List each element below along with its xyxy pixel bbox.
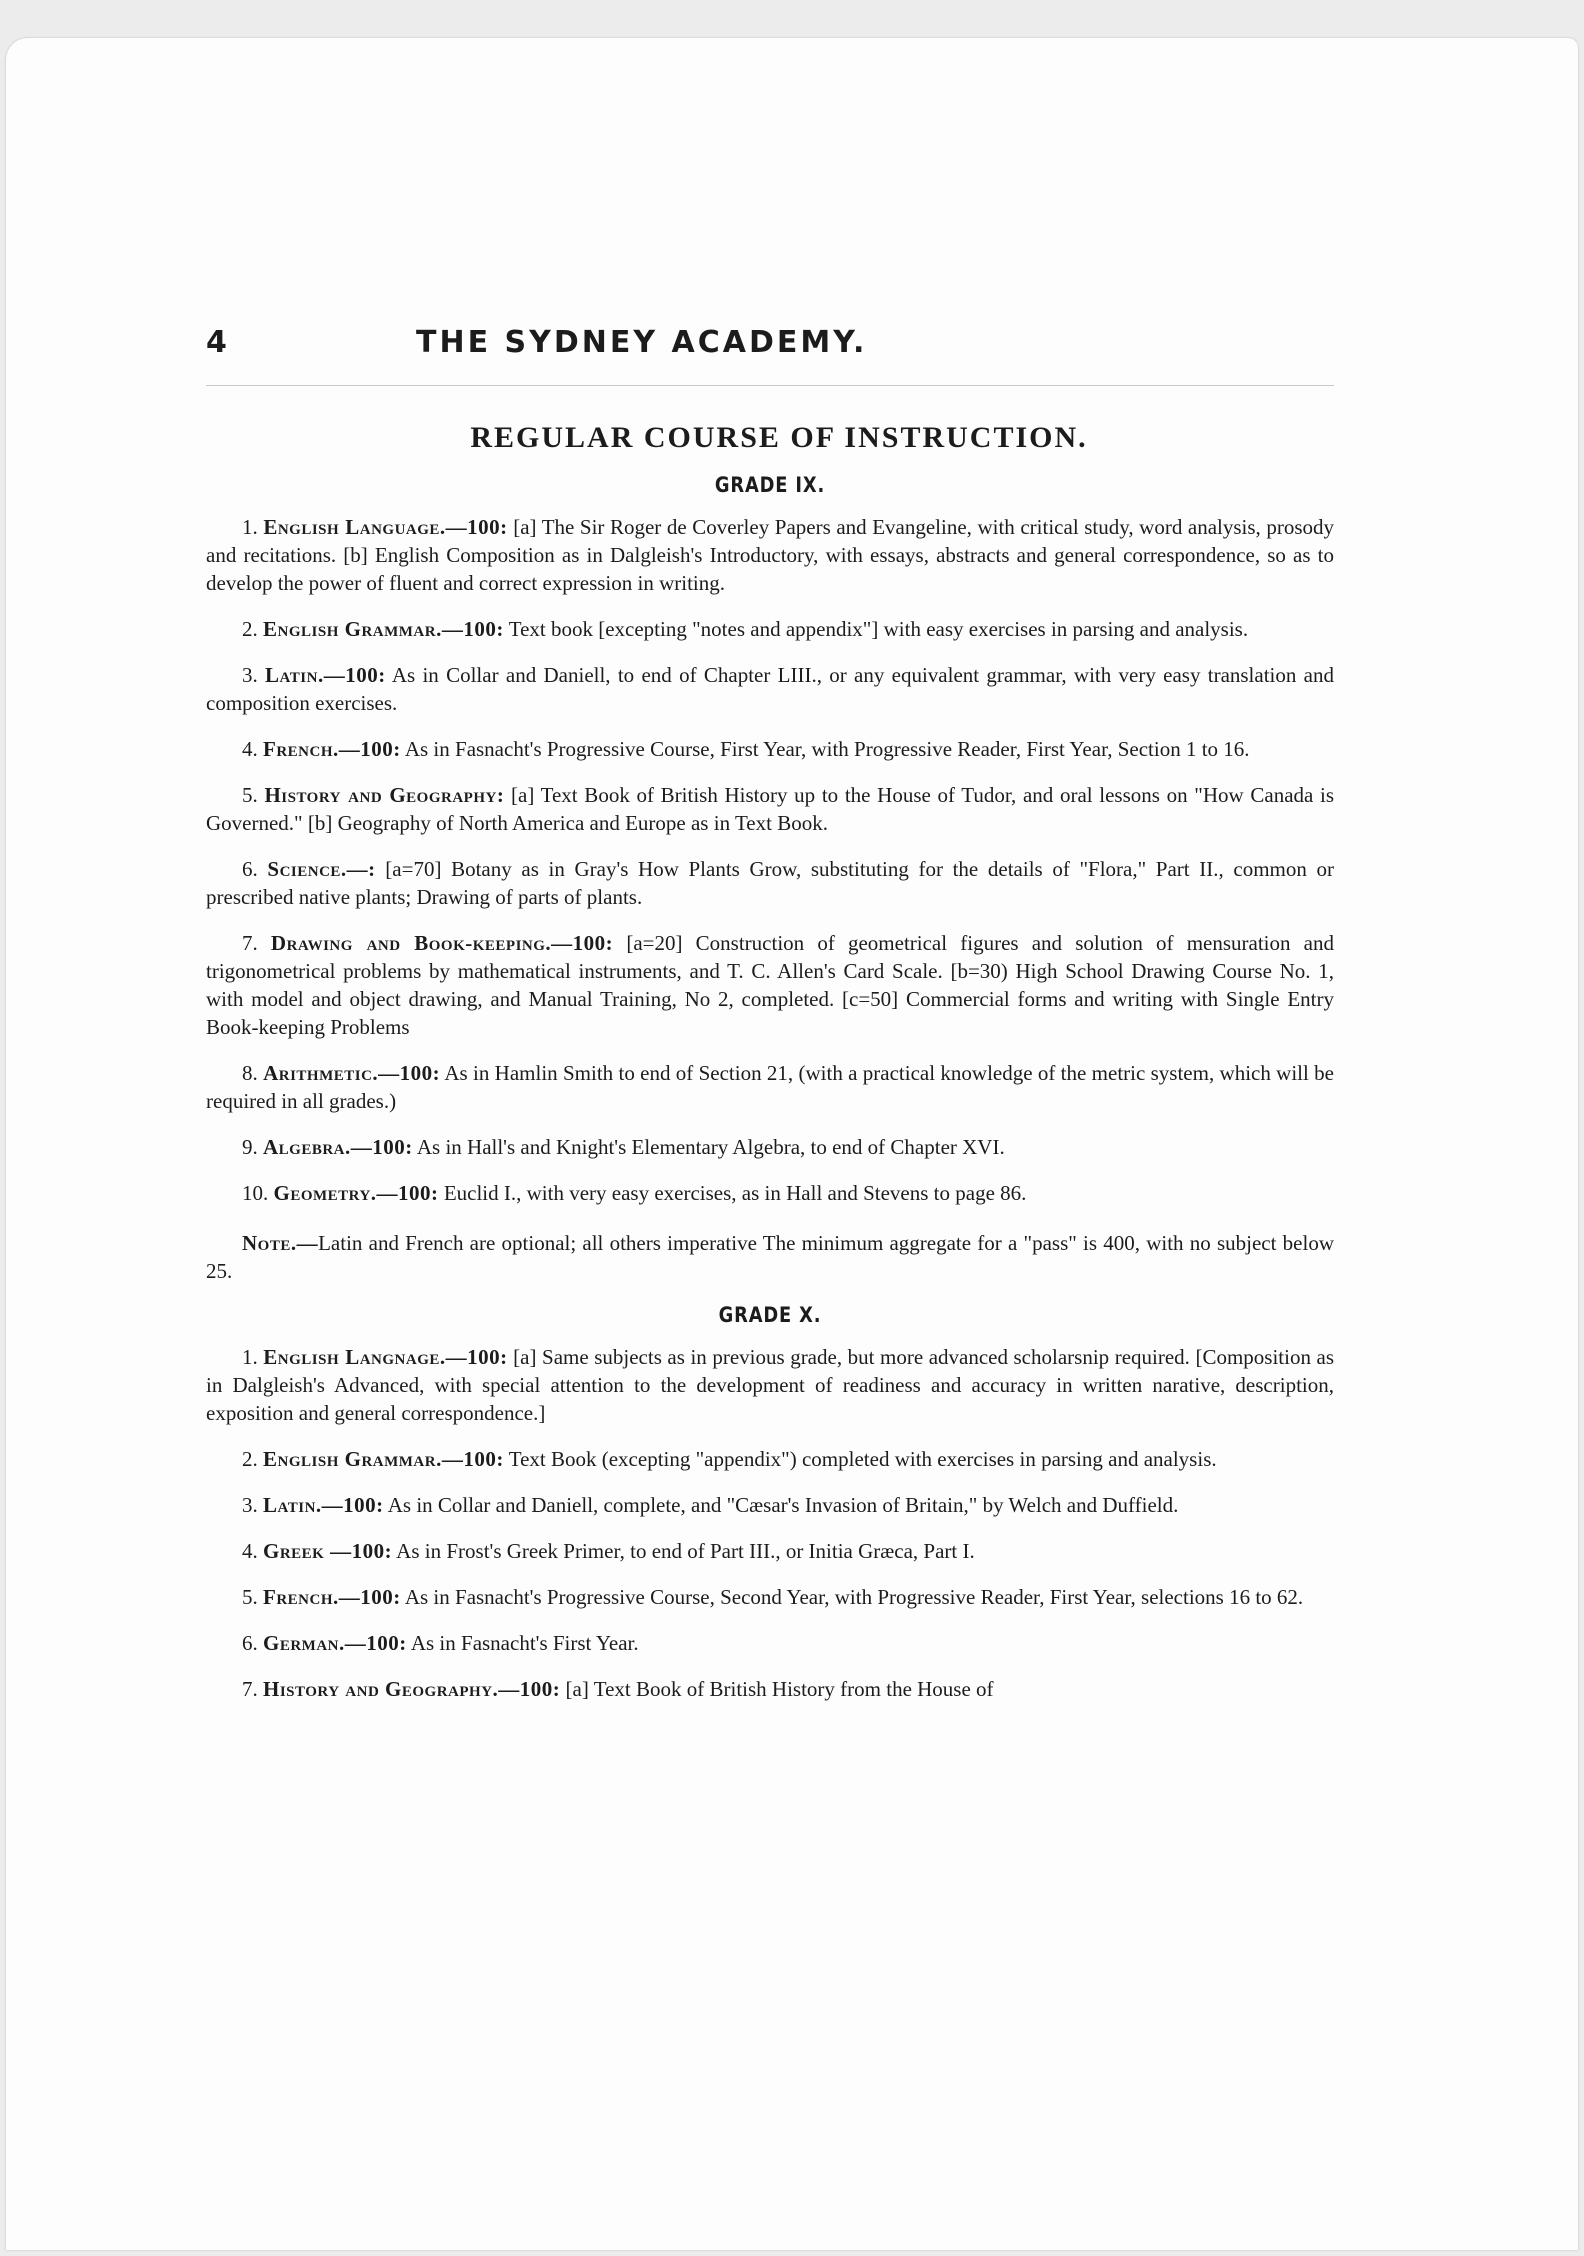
item-number: 1.: [242, 515, 258, 539]
subject-heading: Drawing and Book-keeping.—100:: [270, 931, 614, 955]
subject-heading: English Language.—100:: [263, 515, 508, 539]
subject-description: As in Hall's and Knight's Elementary Algebra, to end of Chapter XVI.: [412, 1135, 1005, 1159]
subject-heading: History and Geography:: [264, 783, 505, 807]
subject-description: [a] Text Book of British History from the House of: [560, 1677, 994, 1701]
subject-description: As in Fasnacht's First Year.: [406, 1631, 639, 1655]
grade-ix-list: [206, 513, 1334, 1207]
grade-ix-note: [206, 1229, 1334, 1285]
item-number: 7.: [242, 931, 258, 955]
subject-description: As in Frost's Greek Primer, to end of Part III., or Initia Græca, Part I.: [392, 1539, 975, 1563]
page-header: [206, 325, 1336, 360]
list-item: [206, 615, 1334, 643]
subject-description: Text book [excepting "notes and appendix"] with easy exercises in parsing and analysis.: [503, 617, 1249, 641]
main-title: REGULAR COURSE OF INSTRUCTION.: [470, 421, 1088, 454]
item-number: 8.: [242, 1061, 258, 1085]
list-item: [206, 513, 1334, 597]
item-number: 5.: [242, 1585, 258, 1609]
list-item: [206, 781, 1334, 837]
subject-heading: English Langnage.—100:: [263, 1345, 508, 1369]
item-number: 3.: [242, 663, 258, 687]
list-item: [206, 1675, 1334, 1703]
list-item: [206, 1537, 1334, 1565]
subject-heading: English Grammar.—100:: [263, 1447, 504, 1471]
list-item: [206, 1179, 1334, 1207]
item-number: 6.: [242, 1631, 258, 1655]
list-item: [206, 1343, 1334, 1427]
subject-heading: Algebra.—100:: [263, 1135, 413, 1159]
list-item: [206, 661, 1334, 717]
running-title: THE SYDNEY ACADEMY.: [416, 325, 868, 360]
subject-description: As in Hamlin Smith to end of Section 21, (with a practical knowledge of the metric system, which will be required in all grades.): [206, 1061, 1335, 1113]
subject-description: Euclid I., with very easy exercises, as in Hall and Stevens to page 86.: [438, 1181, 1027, 1205]
subject-description: [a=70] Botany as in Gray's How Plants Grow, substituting for the details of "Flora," Part II., common or prescribed native plants; Drawing of parts of plants.: [206, 857, 1335, 909]
item-number: 2.: [242, 617, 258, 641]
subject-description: As in Collar and Daniell, complete, and "Cæsar's Invasion of Britain," by Welch and Duffield.: [383, 1493, 1179, 1517]
subject-heading: French.—100:: [263, 1585, 401, 1609]
list-item: [206, 929, 1334, 1041]
note-text: Latin and French are optional; all others imperative The minimum aggregate for a "pass" is 400, with no subject below 25.: [206, 1231, 1334, 1283]
list-item: [206, 1059, 1334, 1115]
subject-description: [a=20] Construction of geometrical figures and solution of mensuration and trigonometrical problems by mathematical instruments, and T. C. Allen's Card Scale. [b=30) High School Drawing Course No. 1, with model and object drawing, and Manual Training, No 2, completed. [c=50] Commercial forms and writing with Single Entry Book-keeping Problems: [206, 931, 1334, 1039]
grade-x-heading: GRADE X.: [718, 1303, 822, 1327]
subject-heading: Geometry.—100:: [273, 1181, 439, 1205]
subject-description: As in Fasnacht's Progressive Course, Second Year, with Progressive Reader, First Year, selections 16 to 62.: [400, 1585, 1304, 1609]
subject-description: As in Fasnacht's Progressive Course, First Year, with Progressive Reader, First Year, Section 1 to 16.: [400, 737, 1250, 761]
list-item: [206, 1491, 1334, 1519]
subject-description: [a] The Sir Roger de Coverley Papers and Evangeline, with critical study, word analysis, prosody and recitations. [b] English Composition as in Dalgleish's Introductory, with essays, abstracts and general correspondence, so as to develop the power of fluent and correct expression in writing.: [206, 515, 1335, 595]
note-label: Note.—: [242, 1231, 319, 1255]
item-number: 2.: [242, 1447, 258, 1471]
item-number: 4.: [242, 737, 258, 761]
item-number: 1.: [242, 1345, 258, 1369]
page-number: 4: [206, 325, 227, 360]
subject-heading: Science.—:: [267, 857, 376, 881]
list-item: [206, 1583, 1334, 1611]
grade-ix-heading: GRADE IX.: [714, 473, 826, 497]
item-number: 3.: [242, 1493, 258, 1517]
subject-heading: History and Geography.—100:: [263, 1677, 561, 1701]
document-body: [206, 421, 1334, 1721]
item-number: 7.: [242, 1677, 258, 1701]
list-item: [206, 735, 1334, 763]
item-number: 5.: [242, 783, 258, 807]
subject-heading: Latin.—100:: [265, 663, 386, 687]
subject-heading: Latin.—100:: [263, 1493, 384, 1517]
grade-x-list: [206, 1343, 1334, 1703]
subject-heading: Greek —100:: [263, 1539, 393, 1563]
subject-description: As in Collar and Daniell, to end of Chapter LIII., or any equivalent grammar, with very easy translation and composition exercises.: [206, 663, 1334, 715]
subject-description: [a] Text Book of British History up to the House of Tudor, and oral lessons on "How Canada is Governed." [b] Geography of North America and Europe as in Text Book.: [206, 783, 1335, 835]
subject-heading: French.—100:: [263, 737, 401, 761]
item-number: 10.: [242, 1181, 269, 1205]
item-number: 4.: [242, 1539, 258, 1563]
list-item: [206, 1629, 1334, 1657]
subject-description: Text Book (excepting "appendix") completed with exercises in parsing and analysis.: [503, 1447, 1217, 1471]
subject-description: [a] Same subjects as in previous grade, but more advanced scholarsnip required. [Composition as in Dalgleish's Advanced, with special attention to the development of readiness and accuracy in written narative, description, exposition and general correspondence.]: [206, 1345, 1335, 1425]
subject-heading: German.—100:: [263, 1631, 407, 1655]
header-rule: [206, 385, 1334, 386]
item-number: 6.: [242, 857, 258, 881]
subject-heading: Arithmetic.—100:: [263, 1061, 441, 1085]
document-page: [6, 38, 1578, 2250]
list-item: [206, 1445, 1334, 1473]
subject-heading: English Grammar.—100:: [263, 617, 504, 641]
list-item: [206, 1133, 1334, 1161]
item-number: 9.: [242, 1135, 258, 1159]
list-item: [206, 855, 1334, 911]
